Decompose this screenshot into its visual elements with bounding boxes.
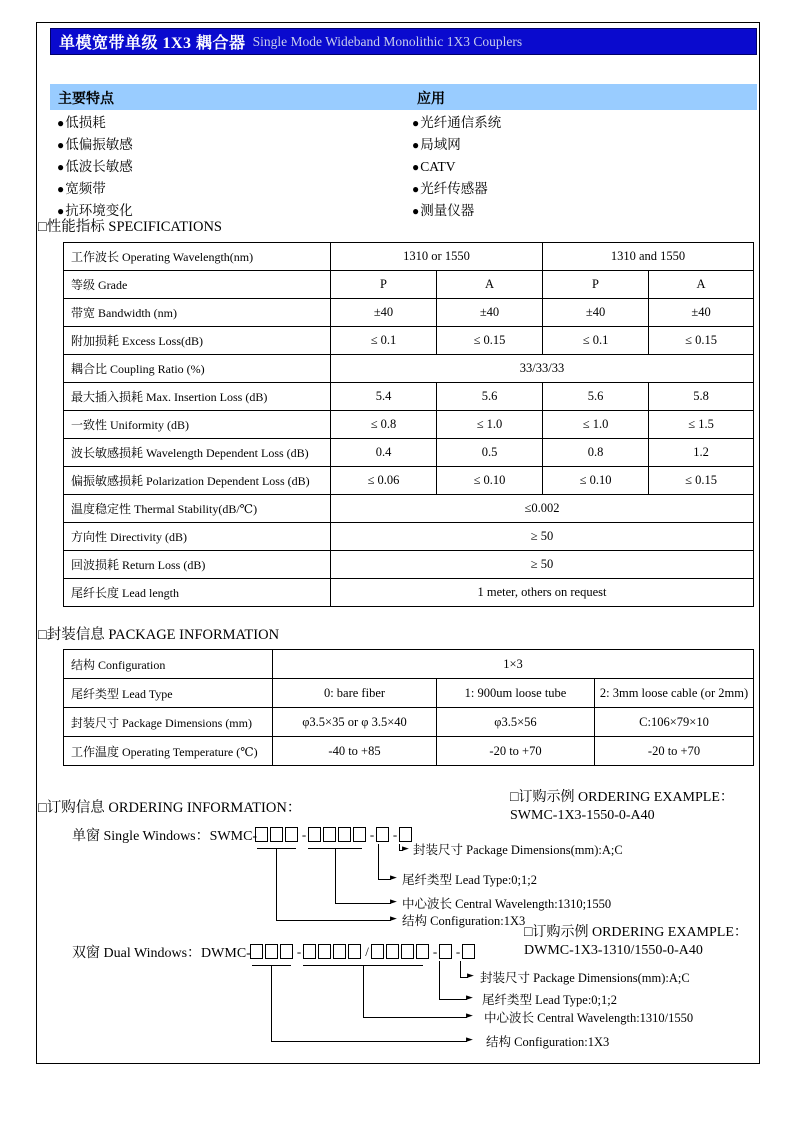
feature-label: 低损耗 (65, 115, 106, 130)
spec-cell: P (331, 271, 437, 299)
bullet-icon: ● (57, 138, 65, 152)
list-item (57, 112, 387, 134)
spec-cell: ≤ 1.5 (649, 411, 754, 439)
table-row (64, 523, 754, 551)
list-item (57, 134, 387, 156)
row-label: 附加损耗 Excess Loss(dB) (64, 327, 331, 355)
list-item (412, 178, 742, 200)
arrow-icon: ► (390, 873, 397, 883)
code-box (376, 827, 389, 842)
dual-legend-wavelength: 中心波长 Central Wavelength:1310/1550 (484, 1011, 694, 1025)
bullet-icon: ● (57, 116, 65, 130)
row-label: 带宽 Bandwidth (nm) (64, 299, 331, 327)
specifications-table (63, 242, 754, 607)
features-heading: 主要特点 (58, 92, 114, 107)
table-row (64, 299, 754, 327)
spec-cell: 1310 or 1550 (331, 243, 543, 271)
list-item (412, 134, 742, 156)
feature-label: 低偏振敏感 (65, 137, 133, 152)
spec-cell: ≤ 1.0 (437, 411, 543, 439)
application-label: 光纤传感器 (420, 181, 488, 196)
code-box (303, 944, 316, 959)
arrow-icon: ► (402, 844, 409, 854)
bullet-icon: ● (412, 182, 420, 196)
row-label: 温度稳定性 Thermal Stability(dB/℃) (64, 495, 331, 523)
row-label: 回波损耗 Return Loss (dB) (64, 551, 331, 579)
applications-list (412, 112, 742, 222)
code-box (270, 827, 283, 842)
dual-legend-package: 封装尺寸 Package Dimensions(mm):A;C (480, 971, 690, 985)
row-label: 结构 Configuration (64, 650, 273, 679)
table-row (64, 467, 754, 495)
code-box (386, 944, 399, 959)
connector-line (363, 1017, 467, 1018)
application-label: 测量仪器 (420, 203, 475, 218)
code-box (323, 827, 336, 842)
feature-label: 抗环境变化 (65, 203, 133, 218)
connector-line (276, 848, 277, 920)
code-box (348, 944, 361, 959)
table-row (64, 411, 754, 439)
features-band (50, 84, 757, 110)
arrow-icon: ► (466, 1035, 473, 1045)
list-item (412, 112, 742, 134)
code-box (353, 827, 366, 842)
row-label: 一致性 Uniformity (dB) (64, 411, 331, 439)
connector-line (276, 920, 391, 921)
spec-cell: ±40 (331, 299, 437, 327)
code-separator: - (369, 827, 375, 842)
code-separator: - (296, 944, 302, 959)
code-box (308, 827, 321, 842)
package-cell: φ3.5×56 (437, 708, 595, 737)
arrow-icon: ► (467, 971, 474, 981)
table-row (64, 650, 754, 679)
code-separator: - (432, 944, 438, 959)
spec-cell: A (649, 271, 754, 299)
list-item (412, 200, 742, 222)
package-cell: -20 to +70 (437, 737, 595, 766)
row-label: 偏振敏感损耗 Polarization Dependent Loss (dB) (64, 467, 331, 495)
single-windows-code-boxes (255, 827, 412, 842)
spec-cell: 5.8 (649, 383, 754, 411)
spec-cell: ≤ 0.1 (543, 327, 649, 355)
code-separator: - (301, 827, 307, 842)
page-title-chinese: 单模宽带单级 1X3 耦合器 (59, 35, 246, 52)
table-row (64, 271, 754, 299)
connector-line (439, 961, 440, 999)
feature-label: 低波长敏感 (65, 159, 133, 174)
table-row (64, 439, 754, 467)
connector-line (335, 848, 336, 903)
connector-line (439, 999, 467, 1000)
code-box (462, 944, 475, 959)
application-label: 光纤通信系统 (420, 115, 502, 130)
row-label: 尾纤类型 Lead Type (64, 679, 273, 708)
connector-line (363, 965, 364, 1017)
table-row (64, 355, 754, 383)
spec-cell: ≤0.002 (331, 495, 754, 523)
table-row (64, 243, 754, 271)
ordering-heading: □订购信息 ORDERING INFORMATION： (38, 800, 302, 816)
dual-windows-code-boxes (250, 944, 475, 959)
arrow-icon: ► (390, 897, 397, 907)
package-cell: C:106×79×10 (595, 708, 754, 737)
code-box (255, 827, 268, 842)
table-row (64, 551, 754, 579)
code-box (439, 944, 452, 959)
code-box (399, 827, 412, 842)
spec-cell: 5.4 (331, 383, 437, 411)
table-row (64, 579, 754, 607)
features-list (57, 112, 387, 222)
code-separator: - (392, 827, 398, 842)
spec-cell: 1.2 (649, 439, 754, 467)
table-row (64, 327, 754, 355)
spec-cell: ≤ 0.8 (331, 411, 437, 439)
table-row (64, 708, 754, 737)
bullet-icon: ● (412, 204, 420, 218)
arrow-icon: ► (466, 993, 473, 1003)
package-cell: φ3.5×35 or φ 3.5×40 (273, 708, 437, 737)
spec-cell: ≤ 0.1 (331, 327, 437, 355)
list-item (57, 178, 387, 200)
package-cell: 1×3 (273, 650, 754, 679)
ordering-example-dual-code: DWMC-1X3-1310/1550-0-A40 (524, 943, 703, 958)
spec-cell: ≥ 50 (331, 551, 754, 579)
table-row (64, 383, 754, 411)
spec-cell: ±40 (437, 299, 543, 327)
code-box (416, 944, 429, 959)
row-label: 方向性 Directivity (dB) (64, 523, 331, 551)
code-separator: / (365, 944, 369, 959)
code-box (250, 944, 263, 959)
feature-label: 宽频带 (65, 181, 106, 196)
table-row (64, 737, 754, 766)
code-box (401, 944, 414, 959)
bullet-icon: ● (57, 182, 65, 196)
single-legend-lead: 尾纤类型 Lead Type:0;1;2 (402, 873, 537, 887)
list-item (412, 156, 742, 178)
spec-cell: ≤ 1.0 (543, 411, 649, 439)
page-title-english: Single Mode Wideband Monolithic 1X3 Couplers (252, 33, 523, 49)
spec-cell: ≤ 0.15 (649, 327, 754, 355)
ordering-example-single-code: SWMC-1X3-1550-0-A40 (510, 808, 655, 823)
row-label: 工作温度 Operating Temperature (℃) (64, 737, 273, 766)
spec-cell: ±40 (543, 299, 649, 327)
spec-cell: ≤ 0.15 (437, 327, 543, 355)
spec-cell: 0.8 (543, 439, 649, 467)
connector-line (378, 844, 379, 879)
row-label: 耦合比 Coupling Ratio (%) (64, 355, 331, 383)
spec-cell: 1 meter, others on request (331, 579, 754, 607)
single-legend-package: 封装尺寸 Package Dimensions(mm):A;C (413, 843, 623, 857)
ordering-example-single-heading: □订购示例 ORDERING EXAMPLE： (510, 790, 734, 805)
spec-cell: 1310 and 1550 (543, 243, 754, 271)
application-label: CATV (420, 159, 456, 174)
spec-cell: 5.6 (437, 383, 543, 411)
specifications-heading: □性能指标 SPECIFICATIONS (38, 219, 222, 235)
title-bar (50, 28, 757, 55)
package-cell: 1: 900um loose tube (437, 679, 595, 708)
package-table (63, 649, 754, 766)
dual-legend-lead: 尾纤类型 Lead Type:0;1;2 (482, 993, 617, 1007)
connector-line (271, 965, 272, 1041)
package-cell: 2: 3mm loose cable (or 2mm) (595, 679, 754, 708)
code-box (333, 944, 346, 959)
bullet-icon: ● (57, 204, 65, 218)
spec-cell: ≥ 50 (331, 523, 754, 551)
single-legend-config: 结构 Configuration:1X3 (402, 914, 526, 928)
spec-cell: ±40 (649, 299, 754, 327)
table-row (64, 679, 754, 708)
connector-line (271, 1041, 467, 1042)
package-cell: 0: bare fiber (273, 679, 437, 708)
bullet-icon: ● (57, 160, 65, 174)
spec-cell: 33/33/33 (331, 355, 754, 383)
code-box (280, 944, 293, 959)
row-label: 尾纤长度 Lead length (64, 579, 331, 607)
row-label: 封装尺寸 Package Dimensions (mm) (64, 708, 273, 737)
code-box (371, 944, 384, 959)
spec-cell: P (543, 271, 649, 299)
application-label: 局域网 (420, 137, 461, 152)
spec-cell: 0.4 (331, 439, 437, 467)
bullet-icon: ● (412, 116, 420, 130)
table-row (64, 495, 754, 523)
spec-cell: A (437, 271, 543, 299)
single-windows-label: 单窗 Single Windows：SWMC- (72, 829, 258, 844)
dual-windows-label: 双窗 Dual Windows：DWMC- (72, 946, 251, 961)
single-legend-wavelength: 中心波长 Central Wavelength:1310;1550 (402, 897, 612, 911)
applications-heading: 应用 (417, 92, 445, 107)
row-label: 等级 Grade (64, 271, 331, 299)
spec-cell: 0.5 (437, 439, 543, 467)
arrow-icon: ► (390, 914, 397, 924)
code-box (338, 827, 351, 842)
row-label: 工作波长 Operating Wavelength(nm) (64, 243, 331, 271)
spec-cell: 5.6 (543, 383, 649, 411)
connector-line (335, 903, 391, 904)
code-box (285, 827, 298, 842)
row-label: 最大插入损耗 Max. Insertion Loss (dB) (64, 383, 331, 411)
ordering-example-dual-heading: □订购示例 ORDERING EXAMPLE： (524, 925, 748, 940)
spec-cell: ≤ 0.06 (331, 467, 437, 495)
spec-cell: ≤ 0.10 (437, 467, 543, 495)
code-separator: - (455, 944, 461, 959)
package-heading: □封装信息 PACKAGE INFORMATION (38, 627, 280, 643)
dual-legend-config: 结构 Configuration:1X3 (486, 1035, 610, 1049)
package-cell: -40 to +85 (273, 737, 437, 766)
spec-cell: ≤ 0.10 (543, 467, 649, 495)
package-cell: -20 to +70 (595, 737, 754, 766)
row-label: 波长敏感损耗 Wavelength Dependent Loss (dB) (64, 439, 331, 467)
bullet-icon: ● (412, 138, 420, 152)
code-box (318, 944, 331, 959)
list-item (57, 156, 387, 178)
arrow-icon: ► (466, 1011, 473, 1021)
bullet-icon: ● (412, 160, 420, 174)
spec-cell: ≤ 0.15 (649, 467, 754, 495)
connector-line (460, 961, 461, 977)
code-box (265, 944, 278, 959)
